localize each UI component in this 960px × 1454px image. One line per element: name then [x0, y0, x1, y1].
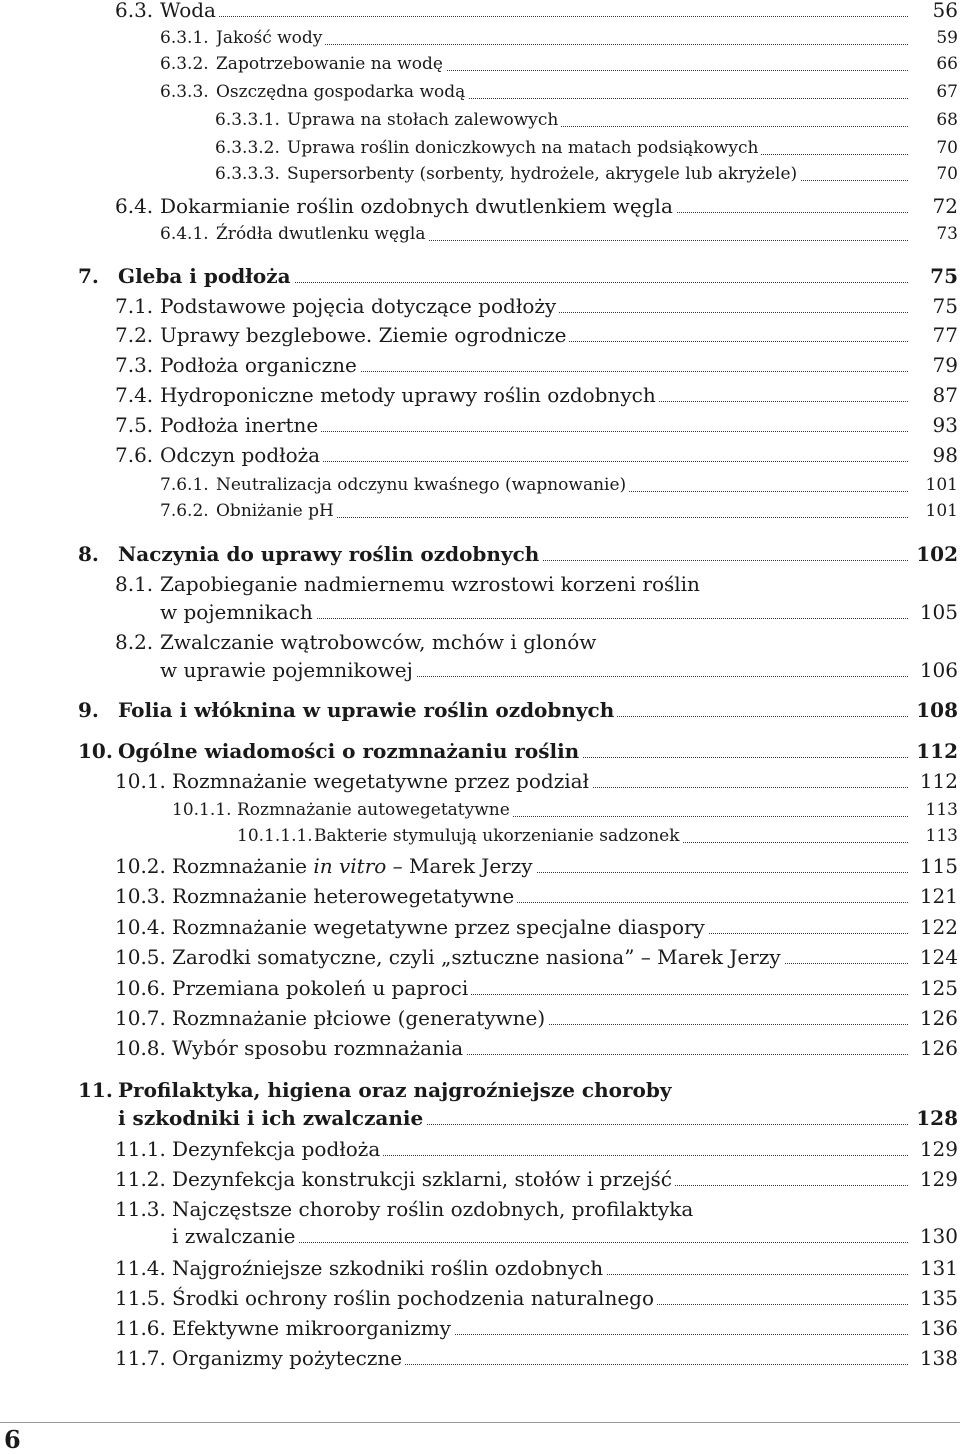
toc-entry: [0, 222, 960, 247]
toc-entry-title: Dezynfekcja podłoża: [172, 1135, 908, 1163]
toc-entry-page: 113: [925, 826, 958, 846]
toc-entry-number: 11.2.: [115, 1167, 166, 1191]
toc-entry-page: 131: [919, 1256, 958, 1280]
toc-entry-page: 59: [936, 28, 958, 48]
toc-entry-title: Podstawowe pojęcia dotyczące podłoży: [160, 292, 908, 320]
toc-entry-page: 108: [916, 698, 958, 722]
toc-entry-title: Efektywne mikroorganizmy: [172, 1314, 908, 1342]
toc-entry: [0, 598, 960, 626]
toc-entry-title: Rozmnażanie wegetatywne przez specjalne diaspory: [172, 913, 908, 941]
toc-entry-title: Najgroźniejsze szkodniki roślin ozdobnych: [172, 1254, 908, 1282]
toc-entry-page: 102: [916, 542, 958, 566]
toc-entry-page: 128: [916, 1106, 958, 1130]
toc-entry-number: 10.1.1.: [172, 800, 232, 820]
toc-entry-title: Podłoża inertne: [160, 411, 908, 439]
toc-entry-title: Uprawy bezglebowe. Ziemie ogrodnicze: [160, 321, 908, 349]
toc-entry-number: 10.7.: [115, 1006, 166, 1030]
toc-entry: [0, 0, 960, 24]
toc-entry-title: Podłoża organiczne: [160, 351, 908, 379]
toc-entry-title: Profilaktyka, higiena oraz najgroźniejsze choroby: [118, 1076, 908, 1104]
toc-entry-page: 72: [932, 194, 958, 218]
toc-entry-number: 10.3.: [115, 884, 166, 908]
toc-entry-title: Środki ochrony roślin pochodzenia naturalnego: [172, 1284, 908, 1312]
toc-entry: [0, 26, 960, 51]
toc-entry-title: Uprawa na stołach zalewowych: [287, 108, 908, 133]
toc-entry: [0, 913, 960, 941]
toc-entry: [0, 80, 960, 105]
toc-entry-title: Rozmnażanie autowegetatywne: [237, 798, 908, 823]
toc-entry-number: 6.3.2.: [160, 54, 209, 74]
toc-entry-page: 56: [932, 0, 958, 22]
toc-entry-page: 68: [936, 110, 958, 130]
toc-entry: [0, 1314, 960, 1342]
toc-entry-title: i zwalczanie: [172, 1222, 908, 1250]
toc-entry-title: Bakterie stymulują ukorzenianie sadzonek: [314, 824, 908, 849]
toc-entry: [0, 321, 960, 349]
toc-entry-title: Ogólne wiadomości o rozmnażaniu roślin: [118, 737, 908, 765]
toc-entry-page: 67: [936, 82, 958, 102]
toc-entry: [0, 1104, 960, 1132]
toc-entry-page: 70: [936, 138, 958, 158]
toc-entry-page: 77: [932, 323, 958, 347]
toc-entry-number: 9.: [78, 698, 99, 722]
toc-entry-title: Zapobieganie nadmiernemu wzrostowi korzeni roślin: [160, 570, 908, 598]
toc-entry-title: Folia i włóknina w uprawie roślin ozdobnych: [118, 696, 908, 724]
toc-entry-number: 6.3.3.: [160, 82, 209, 102]
toc-entry-page: 105: [919, 600, 958, 624]
toc-entry-title: Jakość wody: [216, 26, 908, 51]
toc-entry: [0, 1034, 960, 1062]
toc-entry-title: Dokarmianie roślin ozdobnych dwutlenkiem węgla: [160, 192, 908, 220]
toc-entry-number: 6.3.3.1.: [215, 110, 280, 130]
toc-entry-title: Rozmnażanie in vitro – Marek Jerzy: [172, 852, 908, 880]
toc-entry-title: Dezynfekcja konstrukcji szklarni, stołów i przejść: [172, 1165, 908, 1193]
toc-entry-title: Naczynia do uprawy roślin ozdobnych: [118, 540, 908, 568]
toc-entry-page: 136: [919, 1316, 958, 1340]
toc-entry: [0, 1344, 960, 1372]
toc-entry-page: 121: [919, 884, 958, 908]
toc-entry-page: 73: [936, 224, 958, 244]
toc-entry-number: 7.1.: [115, 294, 154, 318]
toc-entry: [0, 540, 960, 568]
toc-entry-title: Supersorbenty (sorbenty, hydrożele, akrygele lub akryżele): [287, 162, 908, 187]
toc-entry-number: 11.3.: [115, 1197, 166, 1221]
toc-entry-title: Oszczędna gospodarka wodą: [216, 80, 908, 105]
toc-entry-page: 138: [919, 1346, 958, 1370]
toc-entry-page: 129: [919, 1137, 958, 1161]
toc-entry-number: 10.5.: [115, 945, 166, 969]
toc-entry-page: 113: [925, 800, 958, 820]
toc-entry: [0, 882, 960, 910]
toc-entry-title: Obniżanie pH: [216, 499, 908, 524]
toc-entry: [0, 192, 960, 220]
toc-entry-number: 10.4.: [115, 915, 166, 939]
toc-entry-title: Rozmnażanie płciowe (generatywne): [172, 1004, 908, 1032]
toc-entry-number: 10.: [78, 739, 113, 763]
toc-entry: [0, 798, 960, 823]
toc-entry: [0, 441, 960, 469]
toc-entry-title: Najczęstsze choroby roślin ozdobnych, profilaktyka: [172, 1195, 908, 1223]
toc-entry-title: Źródła dwutlenku węgla: [216, 222, 908, 247]
toc-entry-title: Neutralizacja odczynu kwaśnego (wapnowanie): [216, 473, 908, 498]
toc-entry-title: w pojemnikach: [160, 598, 908, 626]
toc-entry-title: w uprawie pojemnikowej: [160, 656, 908, 684]
toc-entry-title: Zapotrzebowanie na wodę: [216, 52, 908, 77]
toc-entry-title: Zwalczanie wątrobowców, mchów i glonów: [160, 628, 908, 656]
toc-entry-number: 10.1.: [115, 769, 166, 793]
toc-entry-number: 11.4.: [115, 1256, 166, 1280]
toc-entry-number: 7.5.: [115, 413, 154, 437]
toc-entry: [0, 411, 960, 439]
toc-entry: [0, 136, 960, 161]
toc-entry-title: Rozmnażanie heterowegetatywne: [172, 882, 908, 910]
toc-entry: [0, 1195, 960, 1223]
toc-entry-page: 112: [919, 769, 958, 793]
page-number: 6: [4, 1425, 21, 1454]
toc-entry-number: 7.: [78, 264, 99, 288]
toc-entry-number: 7.4.: [115, 383, 154, 407]
toc-entry-title: Zarodki somatyczne, czyli „sztuczne nasiona” – Marek Jerzy: [172, 943, 908, 971]
page-divider: [0, 1422, 960, 1423]
toc-entry-number: 6.4.: [115, 194, 154, 218]
toc-entry-number: 11.7.: [115, 1346, 166, 1370]
toc-entry-page: 93: [932, 413, 958, 437]
toc-entry: [0, 943, 960, 971]
toc-entry: [0, 381, 960, 409]
toc-entry-page: 112: [916, 739, 958, 763]
toc-entry-page: 115: [919, 854, 958, 878]
toc-entry: [0, 570, 960, 598]
toc-entry-title: Organizmy pożyteczne: [172, 1344, 908, 1372]
toc-entry-title: Rozmnażanie wegetatywne przez podział: [172, 767, 908, 795]
toc-entry-title: Woda: [160, 0, 908, 24]
toc-entry: [0, 1254, 960, 1282]
toc-entry-number: 7.6.2.: [160, 501, 209, 521]
toc-entry-title: Odczyn podłoża: [160, 441, 908, 469]
toc-entry-title: Wybór sposobu rozmnażania: [172, 1034, 908, 1062]
toc-entry: [0, 473, 960, 498]
toc-entry: [0, 824, 960, 849]
toc-entry: [0, 1135, 960, 1163]
toc-entry-number: 10.8.: [115, 1036, 166, 1060]
toc-entry-number: 6.4.1.: [160, 224, 209, 244]
toc-entry: [0, 108, 960, 133]
toc-entry-page: 87: [932, 383, 958, 407]
toc-entry-page: 106: [919, 658, 958, 682]
toc-entry: [0, 1165, 960, 1193]
toc-entry-page: 101: [925, 501, 958, 521]
toc-entry: [0, 767, 960, 795]
toc-entry-page: 130: [919, 1224, 958, 1248]
toc-entry: [0, 974, 960, 1002]
toc-entry-page: 79: [932, 353, 958, 377]
toc-entry-title: Hydroponiczne metody uprawy roślin ozdobnych: [160, 381, 908, 409]
toc-entry-page: 101: [925, 475, 958, 495]
toc-entry-page: 75: [932, 294, 958, 318]
toc-entry-number: 6.3.3.2.: [215, 138, 280, 158]
toc-entry-page: 135: [919, 1286, 958, 1310]
toc-entry-number: 10.1.1.1.: [237, 826, 313, 846]
toc-entry: [0, 1284, 960, 1312]
toc-entry-title: Przemiana pokoleń u paproci: [172, 974, 908, 1002]
toc-entry-number: 11.1.: [115, 1137, 166, 1161]
toc-entry: [0, 737, 960, 765]
toc-entry-page: 122: [919, 915, 958, 939]
toc-entry-page: 126: [919, 1006, 958, 1030]
toc-entry-page: 129: [919, 1167, 958, 1191]
toc-entry-page: 126: [919, 1036, 958, 1060]
toc-entry-number: 7.6.1.: [160, 475, 209, 495]
toc-entry-number: 8.2.: [115, 630, 154, 654]
toc-entry-number: 8.1.: [115, 572, 154, 596]
toc-entry: [0, 262, 960, 290]
toc-entry-number: 11.: [78, 1078, 113, 1102]
toc-entry: [0, 292, 960, 320]
toc-entry: [0, 1076, 960, 1104]
toc-entry-page: 98: [932, 443, 958, 467]
toc-entry-page: 124: [919, 945, 958, 969]
toc-entry-title: i szkodniki i ich zwalczanie: [118, 1104, 908, 1132]
toc-entry: [0, 351, 960, 379]
toc-entry: [0, 52, 960, 77]
toc-entry-page: 75: [930, 264, 958, 288]
toc-entry-number: 6.3.: [115, 0, 154, 22]
toc-entry: [0, 628, 960, 656]
toc-entry-title: Gleba i podłoża: [118, 262, 908, 290]
toc-entry-number: 11.5.: [115, 1286, 166, 1310]
toc-entry: [0, 499, 960, 524]
toc-entry-number: 11.6.: [115, 1316, 166, 1340]
toc-entry-number: 6.3.1.: [160, 28, 209, 48]
toc-entry: [0, 696, 960, 724]
toc-entry-number: 7.6.: [115, 443, 154, 467]
toc-entry: [0, 852, 960, 880]
toc-entry-number: 7.3.: [115, 353, 154, 377]
toc-entry-page: 70: [936, 164, 958, 184]
toc-entry-page: 125: [919, 976, 958, 1000]
toc-entry-page: 66: [936, 54, 958, 74]
toc-entry-number: 10.6.: [115, 976, 166, 1000]
toc-entry: [0, 1222, 960, 1250]
toc-entry-number: 8.: [78, 542, 99, 566]
toc-entry-number: 10.2.: [115, 854, 166, 878]
toc-entry: [0, 162, 960, 187]
toc-entry: [0, 656, 960, 684]
toc-entry-title: Uprawa roślin doniczkowych na matach podsiąkowych: [287, 136, 908, 161]
toc-entry-number: 6.3.3.3.: [215, 164, 280, 184]
toc-entry: [0, 1004, 960, 1032]
toc-entry-number: 7.2.: [115, 323, 154, 347]
